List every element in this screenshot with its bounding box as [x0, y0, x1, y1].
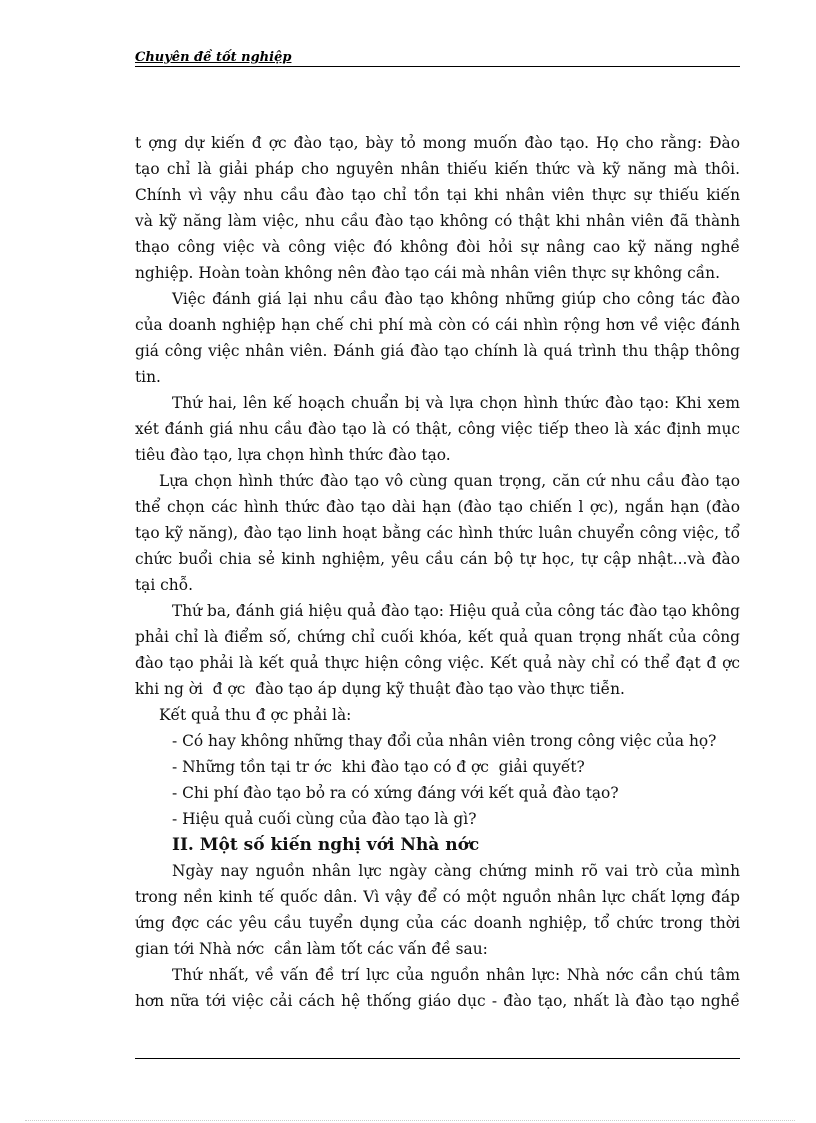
text-line: - Chi phí đào tạo bỏ ra có xứng đáng với kết quả đào tạo?: [172, 784, 619, 802]
text-line: khi ng ời đ ợc đào tạo áp dụng kỹ thuật đào tạo vào thực tiễn.: [135, 680, 625, 698]
text-line: tại chỗ.: [135, 576, 194, 594]
text-line: - Có hay không những thay đổi của nhân viên trong công việc của họ?: [172, 732, 717, 750]
text-line: tạo kỹ năng), đào tạo linh hoạt bằng các hình thức luân chuyển công việc, tổ: [135, 524, 740, 542]
text-line: Kết quả thu đ ợc phải là:: [159, 706, 352, 724]
text-line: Thứ ba, đánh giá hiệu quả đào tạo: Hiệu quả của công tác đào tạo không: [172, 602, 740, 620]
section-heading: II. Một số kiến nghị với Nhà nớc: [172, 835, 480, 855]
text-line: nghiệp. Hoàn toàn không nên đào tạo cái mà nhân viên thực sự không cần.: [135, 264, 720, 282]
text-line: - Hiệu quả cuối cùng của đào tạo là gì?: [172, 810, 477, 828]
text-line: thể chọn các hình thức đào tạo dài hạn (đào tạo chiến l ợc), ngắn hạn (đào: [135, 498, 740, 516]
paragraph-block-2: [135, 858, 740, 1014]
text-line: Lựa chọn hình thức đào tạo vô cùng quan trọng, căn cứ nhu cầu đào tạo: [159, 472, 740, 490]
text-line: tin.: [135, 368, 161, 386]
text-line: thạo công việc và công việc đó không đòi hỏi sự nâng cao kỹ năng nghề: [135, 238, 740, 256]
text-line: của doanh nghiệp hạn chế chi phí mà còn có cái nhìn rộng hơn về việc đánh: [135, 316, 740, 334]
text-line: tiêu đào tạo, lựa chọn hình thức đào tạo.: [135, 446, 451, 464]
text-line: xét đánh giá nhu cầu đào tạo là có thật, công việc tiếp theo là xác định mục: [135, 420, 740, 438]
text-line: trong nền kinh tế quốc dân. Vì vậy để có một nguồn nhân lực chất lợng đáp: [135, 888, 740, 906]
paragraph-block-1: [135, 130, 740, 832]
text-line: hơn nữa tới việc cải cách hệ thống giáo dục - đào tạo, nhất là đào tạo nghề: [135, 992, 740, 1010]
text-line: - Những tồn tại tr ớc khi đào tạo có đ ợc giải quyết?: [172, 758, 585, 776]
page-header-title: Chuyên đề tốt nghiệp: [135, 50, 292, 65]
document-body: [135, 130, 740, 1014]
text-line: ứng đợc các yêu cầu tuyển dụng của các doanh nghiệp, tổ chức trong thời: [135, 914, 740, 932]
text-line: Thứ hai, lên kế hoạch chuẩn bị và lựa chọn hình thức đào tạo: Khi xem: [172, 394, 740, 412]
text-line: Ngày nay nguồn nhân lực ngày càng chứng minh rõ vai trò của mình: [172, 862, 740, 880]
text-line: giá công việc nhân viên. Đánh giá đào tạo chính là quá trình thu thập thông: [135, 342, 740, 360]
text-line: tạo chỉ là giải pháp cho nguyên nhân thiếu kiến thức và kỹ năng mà thôi.: [135, 160, 740, 178]
text-line: phải chỉ là điểm số, chứng chỉ cuối khóa, kết quả quan trọng nhất của công: [135, 628, 740, 646]
footer-rule: [135, 1058, 740, 1059]
text-line: Thứ nhất, về vấn đề trí lực của nguồn nhân lực: Nhà nớc cần chú tâm: [172, 966, 740, 984]
text-line: chức buổi chia sẻ kinh nghiệm, yêu cầu cán bộ tự học, tự cập nhật...và đào: [135, 550, 740, 568]
header-rule: [135, 66, 740, 67]
text-line: Chính vì vậy nhu cầu đào tạo chỉ tồn tại khi nhân viên thực sự thiếu kiến: [135, 186, 740, 204]
text-line: gian tới Nhà nớc cần làm tốt các vấn đề sau:: [135, 940, 488, 958]
text-line: đào tạo phải là kết quả thực hiện công việc. Kết quả này chỉ có thể đạt đ ợc: [135, 654, 740, 672]
text-line: Việc đánh giá lại nhu cầu đào tạo không những giúp cho công tác đào: [172, 290, 740, 308]
text-line: và kỹ năng làm việc, nhu cầu đào tạo không có thật khi nhân viên đã thành: [135, 212, 740, 230]
text-line: t ợng dự kiến đ ợc đào tạo, bày tỏ mong muốn đào tạo. Họ cho rằng: Đào: [135, 134, 740, 152]
page-bottom-edge: [25, 1120, 795, 1121]
